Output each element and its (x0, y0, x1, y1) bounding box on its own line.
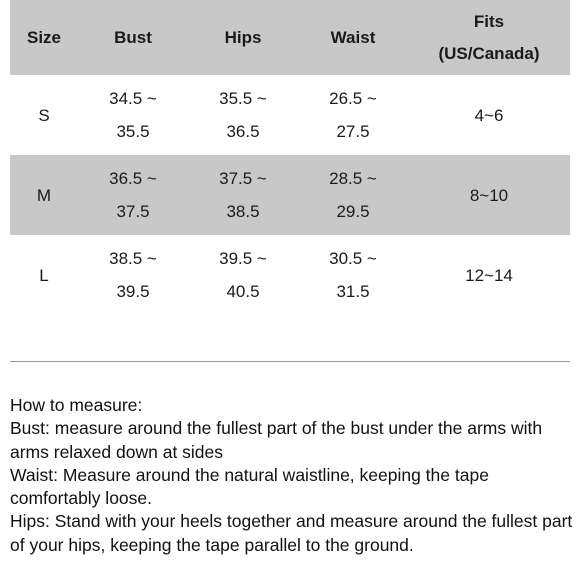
bust-max: 37.5 (116, 202, 150, 221)
size-cell: S (38, 105, 50, 125)
size-cell: L (39, 265, 49, 285)
bust-min: 36.5 ~ (109, 169, 157, 188)
waist-min: 26.5 ~ (329, 89, 377, 108)
header-waist: Waist (330, 27, 376, 47)
bust-min: 38.5 ~ (109, 249, 157, 268)
hips-max: 40.5 (226, 282, 260, 301)
header-hips: Hips (224, 27, 262, 47)
table-header-row (10, 0, 570, 75)
hips-min: 37.5 ~ (219, 169, 267, 188)
section-divider (10, 361, 570, 362)
waist-max: 29.5 (336, 202, 370, 221)
hips-cell (188, 82, 298, 148)
header-fits (408, 6, 570, 70)
hips-min: 35.5 ~ (219, 89, 267, 108)
instructions-bust: Bust: measure around the fullest part of the bust under the arms with arms relaxed down at sides (10, 418, 543, 462)
fits-cell: 12~14 (465, 265, 513, 285)
bust-max: 35.5 (116, 122, 150, 141)
waist-min: 30.5 ~ (329, 249, 377, 268)
hips-max: 36.5 (226, 122, 260, 141)
header-fits-line2: (US/Canada) (438, 43, 540, 63)
waist-cell (298, 242, 408, 308)
hips-min: 39.5 ~ (219, 249, 267, 268)
fits-cell: 4~6 (474, 105, 504, 125)
header-fits-line1: Fits (473, 11, 505, 31)
header-size: Size (26, 27, 62, 47)
waist-min: 28.5 ~ (329, 169, 377, 188)
instructions-waist: Waist: Measure around the natural waistline, keeping the tape comfortably loose. (10, 464, 489, 509)
bust-min: 34.5 ~ (109, 89, 157, 108)
hips-cell (188, 242, 298, 308)
header-bust: Bust (114, 27, 152, 47)
instructions-heading: How to measure: (10, 395, 143, 415)
hips-cell (188, 162, 298, 228)
size-cell: M (36, 185, 52, 205)
waist-cell (298, 82, 408, 148)
bust-cell (78, 82, 188, 148)
table-row-l (10, 235, 570, 315)
hips-max: 38.5 (226, 202, 260, 221)
measuring-instructions (10, 394, 575, 557)
waist-cell (298, 162, 408, 228)
waist-max: 31.5 (336, 282, 370, 301)
table-row-s (10, 75, 570, 155)
size-chart-table (10, 0, 570, 315)
fits-cell: 8~10 (469, 185, 509, 205)
waist-max: 27.5 (336, 122, 370, 141)
bust-max: 39.5 (116, 282, 150, 301)
table-row-m (10, 155, 570, 235)
bust-cell (78, 242, 188, 308)
bust-cell (78, 162, 188, 228)
instructions-hips: Hips: Stand with your heels together and measure around the fullest part of your hips, keeping the tape parallel to the ground. (10, 511, 573, 555)
